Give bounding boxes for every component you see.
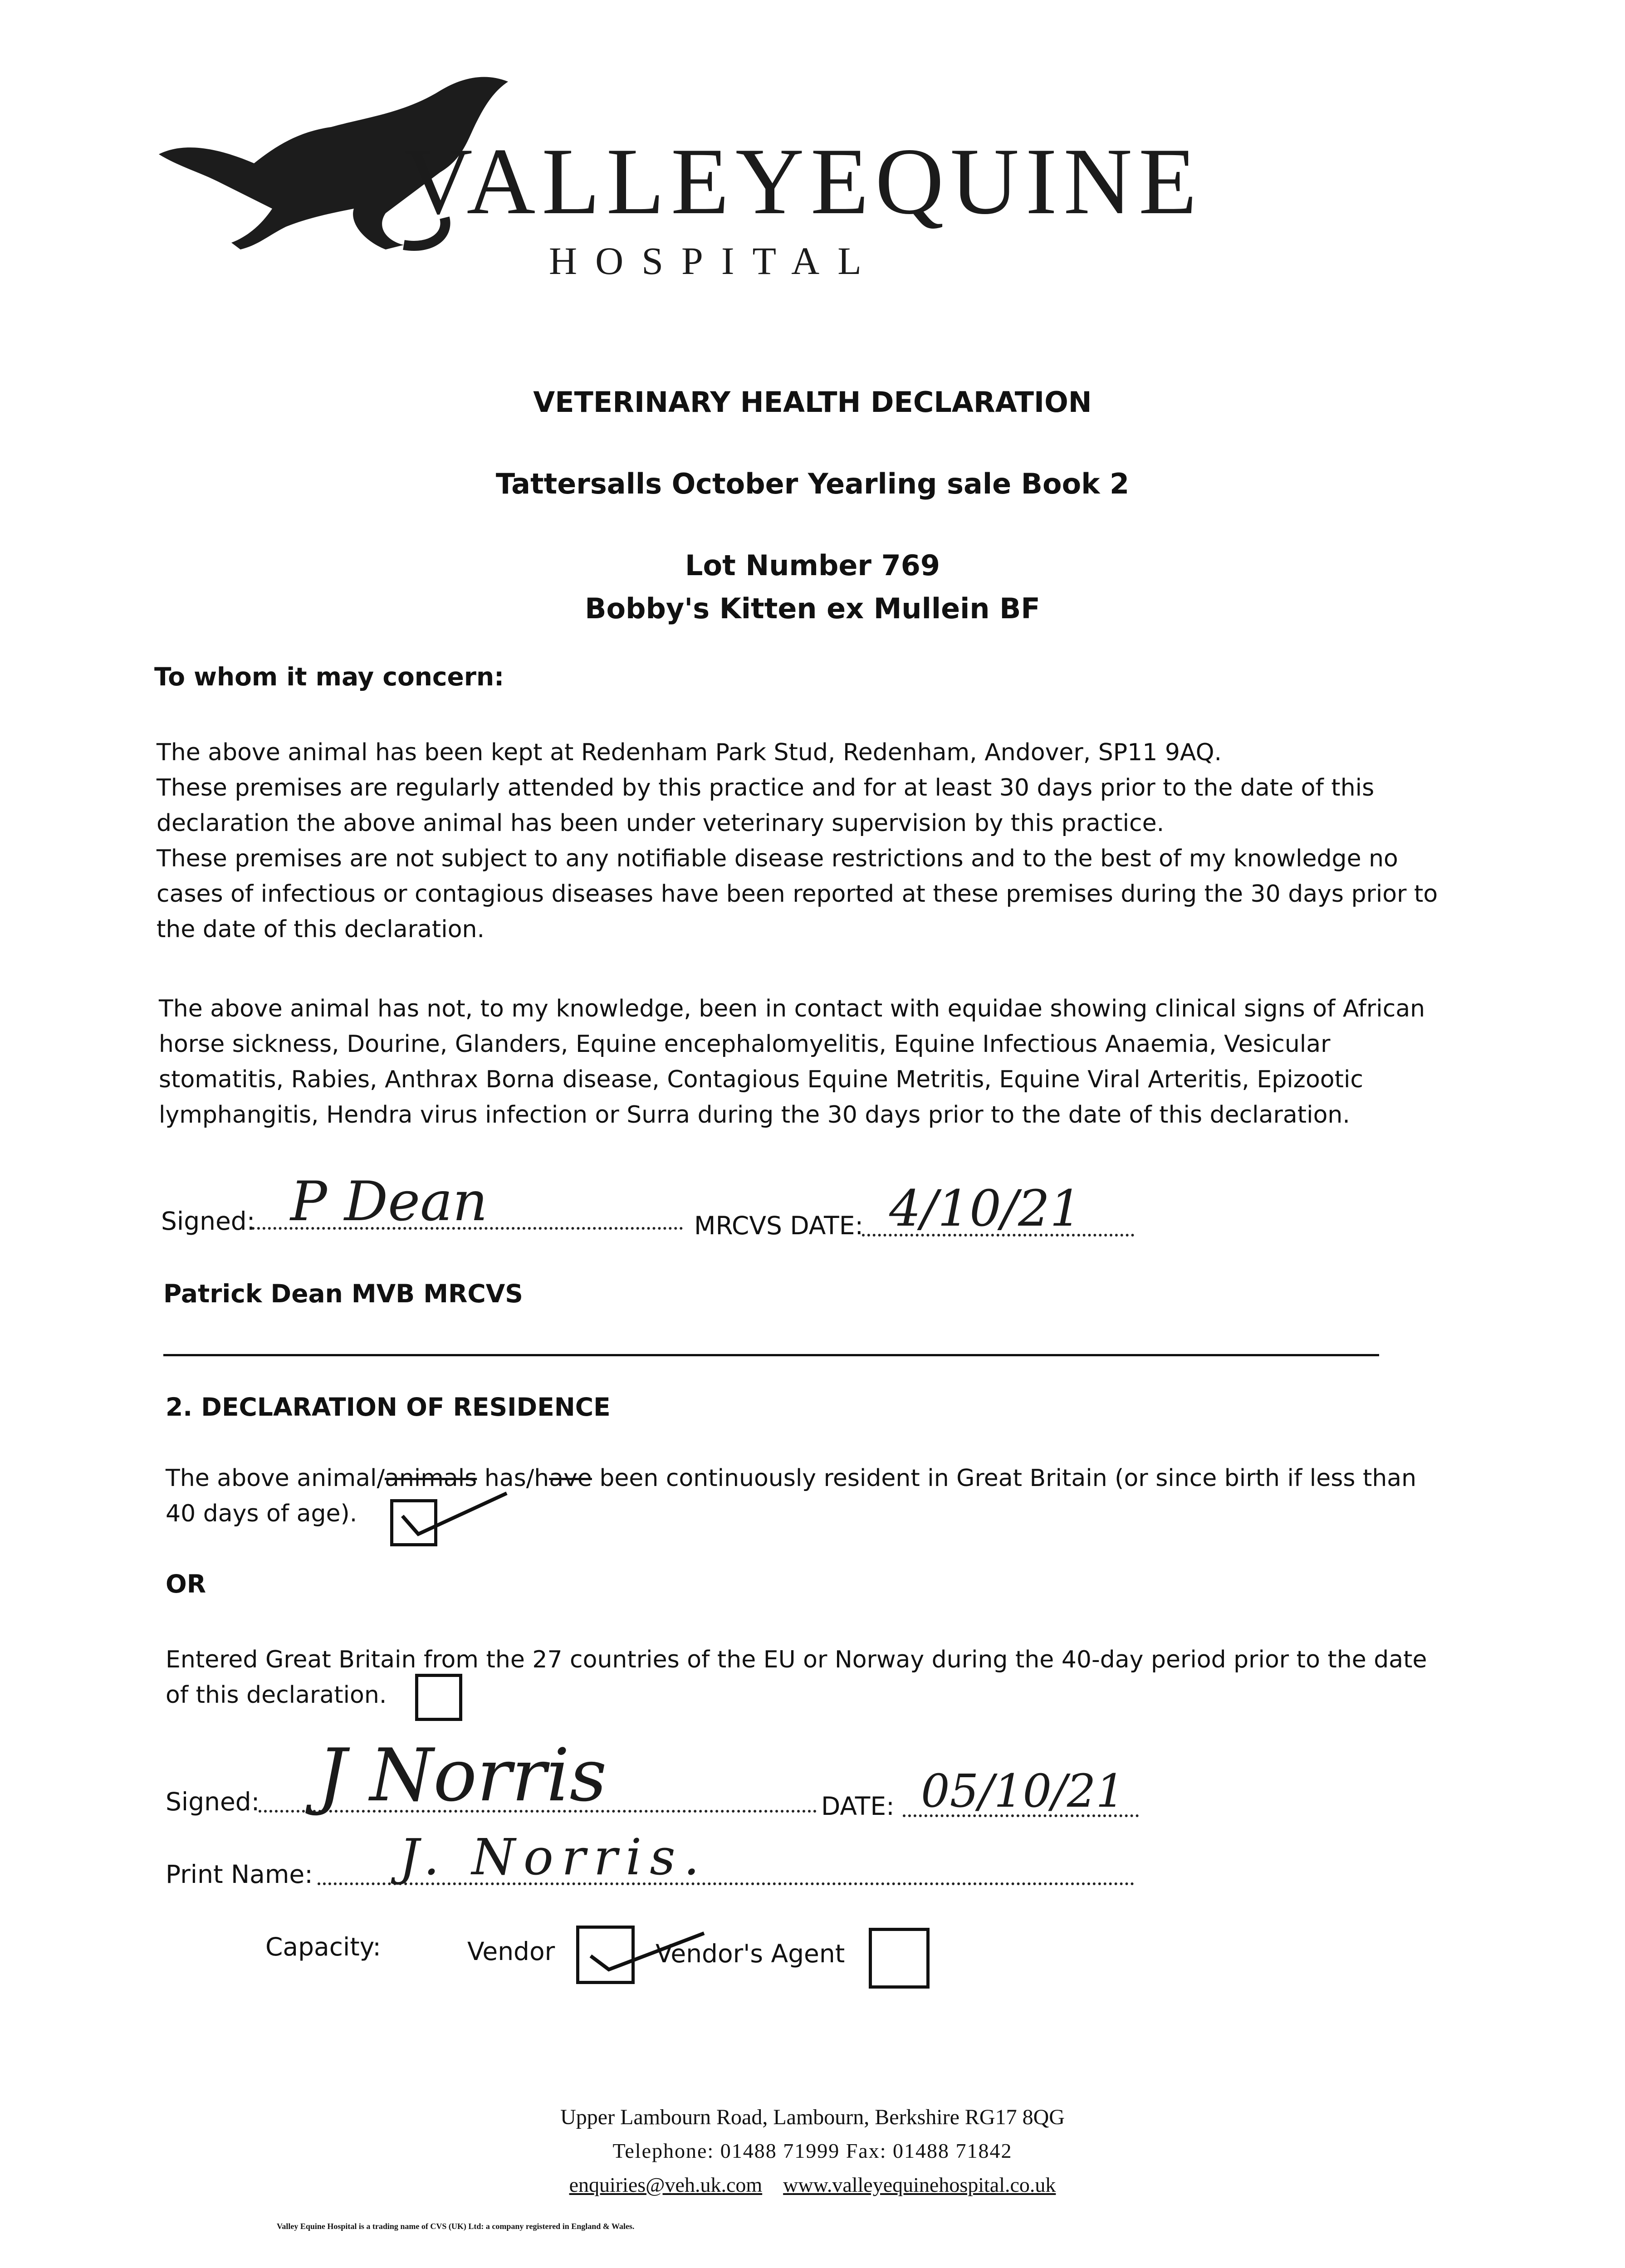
footer-contact <box>0 2173 1625 2197</box>
resident-statement <box>166 1461 1527 1531</box>
vendor-label: Vendor <box>467 1937 555 1966</box>
footer-address: Upper Lambourn Road, Lambourn, Berkshire RG17 8QG <box>560 2105 1065 2129</box>
entered-statement <box>166 1642 1527 1713</box>
resident-line-1 <box>166 1461 1527 1496</box>
capacity-label: Capacity: <box>265 1932 381 1961</box>
check-mark-icon <box>398 1484 516 1543</box>
resident-line-2: 40 days of age). <box>166 1500 357 1527</box>
resident-text-a: The above animal/ <box>166 1465 385 1492</box>
vendor-agent-label: Vendor's Agent <box>656 1939 845 1968</box>
salutation: To whom it may concern: <box>154 662 504 691</box>
resident-strike-animals: animals <box>384 1465 477 1492</box>
page-title: VETERINARY HEALTH DECLARATION <box>533 386 1092 419</box>
para1-line: the date of this declaration. <box>157 916 485 943</box>
para1-line: declaration the above animal has been under veterinary supervision by this practice. <box>157 810 1165 837</box>
logo-main-text: VALLEYEQUINE <box>404 129 1204 234</box>
paragraph-disease <box>159 991 1520 1133</box>
entered-line-2: of this declaration. <box>166 1681 387 1709</box>
lot-number: Lot Number 769 <box>685 549 940 582</box>
vet-signature: P Dean <box>290 1170 488 1233</box>
section-divider <box>163 1354 1379 1356</box>
para2-line: lymphangitis, Hendra virus infection or Surra during the 30 days prior to the date of this declaration. <box>159 1101 1350 1129</box>
para1-line: cases of infectious or contagious diseases have been reported at these premises during the 30 days prior to <box>157 880 1438 908</box>
resident-text-c: been continuously resident in Great Britain (or since birth if less than <box>592 1465 1417 1492</box>
or-label: OR <box>166 1569 206 1598</box>
vet-date: 4/10/21 <box>889 1179 1082 1237</box>
mrcvs-date-label: MRCVS DATE: <box>694 1211 863 1240</box>
para1-line: These premises are regularly attended by this practice and for at least 30 days prior to the date of this <box>157 774 1375 802</box>
footer-telephone: Telephone: 01488 71999 Fax: 01488 71842 <box>612 2139 1013 2162</box>
para2-line: The above animal has not, to my knowledge, been in contact with equidae showing clinical signs of African <box>159 995 1425 1022</box>
para2-line: stomatitis, Rabies, Anthrax Borna disease, Contagious Equine Metritis, Equine Viral Arteritis, Epizootic <box>159 1066 1363 1093</box>
resident-strike-ave: ave <box>549 1465 592 1492</box>
print-name-label: Print Name: <box>166 1860 313 1889</box>
resident-checkbox[interactable] <box>390 1499 437 1546</box>
vendor-date-label: DATE: <box>821 1792 895 1821</box>
pedigree: Bobby's Kitten ex Mullein BF <box>585 592 1040 625</box>
logo-sub-text: HOSPITAL <box>549 239 880 283</box>
para1-line: These premises are not subject to any notifiable disease restrictions and to the best of my knowledge no <box>157 845 1398 872</box>
vendor-checkbox[interactable] <box>576 1926 635 1984</box>
resident-text-b: has/h <box>477 1465 549 1492</box>
footer-legal: Valley Equine Hospital is a trading name of CVS (UK) Ltd: a company registered in England & Wales. <box>277 2222 635 2231</box>
vendor-agent-checkbox[interactable] <box>869 1928 930 1989</box>
entered-line-1: Entered Great Britain from the 27 countries of the EU or Norway during the 40-day period prior to the date <box>166 1646 1427 1673</box>
print-name-value: J. Norris. <box>399 1828 708 1886</box>
para1-line: The above animal has been kept at Redenham Park Stud, Redenham, Andover, SP11 9AQ. <box>157 739 1222 766</box>
vendor-signature: J Norris <box>318 1733 607 1818</box>
vet-signed-label: Signed: <box>161 1207 255 1236</box>
vendor-date: 05/10/21 <box>921 1765 1125 1818</box>
section2-heading: 2. DECLARATION OF RESIDENCE <box>166 1393 611 1422</box>
logo <box>150 64 1204 283</box>
footer-website[interactable]: www.valleyequinehospital.co.uk <box>783 2173 1056 2196</box>
paragraph-premises <box>157 735 1517 947</box>
para2-line: horse sickness, Dourine, Glanders, Equine encephalomyelitis, Equine Infectious Anaemia, Vesicular <box>159 1031 1331 1058</box>
sale-name: Tattersalls October Yearling sale Book 2 <box>495 467 1130 500</box>
footer-email[interactable]: enquiries@veh.uk.com <box>569 2173 763 2196</box>
vet-name: Patrick Dean MVB MRCVS <box>163 1279 523 1308</box>
entered-checkbox[interactable] <box>415 1674 462 1721</box>
vendor-signed-label: Signed: <box>166 1787 260 1816</box>
